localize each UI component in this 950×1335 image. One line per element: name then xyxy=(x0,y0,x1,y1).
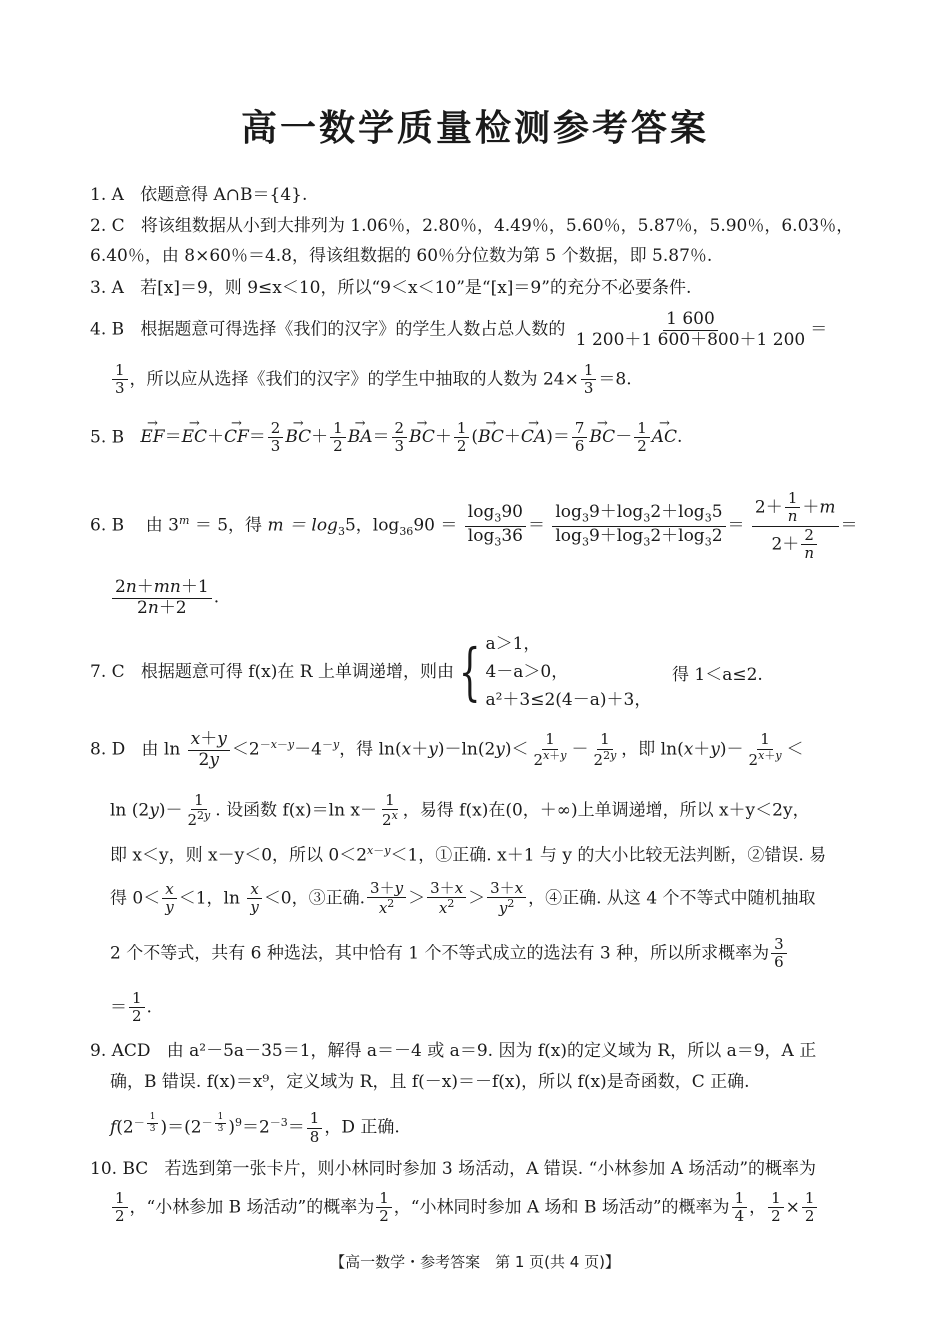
fraction: $\frac{\log_39+\log_32+\log_35}{\log_39+\log_32+\log_32}$ xyxy=(552,503,725,548)
answer-4-cont: $\frac{1}{3}$ ，所以应从选择《我们的汉字》的学生中抽取的人数为 24× $\frac{1}{3}$ ＝8. xyxy=(110,362,882,398)
fraction: $\frac{1 600}{1 200+1 600+800+1 200}$ xyxy=(575,309,806,350)
fraction: $\frac{1}{3}$ xyxy=(112,362,128,398)
vector-equation: → EF＝→ EC＋→ CF＝ $\frac{2}{3}$ → BC＋ $\frac{1}{2}$ → BA＝ $\frac{2}{3}$ → BC＋ $\frac{1}{2}$ (→ BC＋→ CA)＝ $\frac{7}{6}$ → BC－ $\frac{1}{2}$ → AC. xyxy=(140,427,682,447)
answer-number: 6. B xyxy=(90,515,125,536)
answer-9-line3: $f(2^{- \frac{1}{3}}$ )$=(2^{- \frac{1}{3}}$ )$^9=2^{-3}=$ $\frac{1}{8}$ ，D 正确. xyxy=(110,1109,400,1146)
inequality-system: a＞1， 4－a＞0， a²＋3≤2(4－a)＋3， xyxy=(485,634,652,710)
answer-9: 9. ACD 由 a²－5a－35＝1，解得 a＝－4 或 a＝9. 因为 f(x)的定义域为 R，所以 a＝9，A 正 xyxy=(90,1041,817,1061)
brace: { xyxy=(458,635,481,708)
answer-number: 4. B xyxy=(90,319,125,340)
fraction: $\frac{1}{3}$ xyxy=(581,362,597,398)
answer-7: 7. C 根据题意可得 f(x)在 R 上单调递增，则由{ a＞1， 4－a＞0， a²＋3≤2(4－a)＋3， 得 1＜a≤2. xyxy=(90,630,862,720)
answer-text: 若[x]＝9，则 9≤x＜10，所以“9＜x＜10”是“[x]＝9”的充分不必要条件. xyxy=(140,278,692,298)
answer-2-cont xyxy=(90,241,862,271)
answer-number: 5. B xyxy=(90,427,125,448)
answer-10: 10. BC 若选到第一张卡片，则小林同时参加 3 场活动，A 错误. “小林参加 A 场活动”的概率为 xyxy=(90,1159,817,1179)
answer-text: 将该组数据从小到大排列为 1.06％，2.80％，4.49％，5.60％，5.87％，5.90％，6.03％， xyxy=(140,216,854,236)
answer-number: 7. C xyxy=(90,662,125,682)
answer-8-line5: 2 个不等式，共有 6 种选法，其中恰有 1 个不等式成立的选法有 3 种，所以所求概率为 $\frac{3}{6}$ xyxy=(110,936,882,972)
fraction: 2＋ $\frac{1}{n}$ ＋m 2＋ $\frac{2}{n}$ xyxy=(752,490,839,562)
answer-number: 9. ACD xyxy=(90,1041,151,1061)
answer-6: 6. B 由 $3^m = 5$，得 $m = \log_35$，$\log_{36}90$ ＝ $\frac{\log_390}{\log_336}$ ＝ $\frac{\log_39+\log_32+\log_35}{\log_39+\log_32+\log_32}$ ＝ 2＋ $\frac{1}{n}$ ＋m 2＋ $\frac{2}{n}$ ＝ xyxy=(90,489,858,562)
answer-3 xyxy=(90,273,862,303)
answer-5 xyxy=(90,420,862,456)
answer-2 xyxy=(90,211,862,241)
fraction: $\frac{2n+mn+1}{2n+2}$ xyxy=(112,578,212,618)
answer-text: 6.40％，由 8×60％＝4.8，得该组数据的 60％分位数为第 5 个数据，即 5.87％. xyxy=(90,246,713,266)
answer-6-cont: $\frac{2n+mn+1}{2n+2}$ . xyxy=(110,578,882,618)
answer-8: 8. D 由 ln $\frac{x+y}{2y}$ $<2^{-x-y}-4^{-y}$，得 ln(x＋y)－ln(2y)＜ $\frac{1}{2^{x+y}}$ － $\frac{1}{2^{2y}}$ ，即 ln(x＋y)－ $\frac{1}{2^{x+y}}$ ＜ xyxy=(90,729,804,770)
answer-4: 4. B 根据题意可得选择《我们的汉字》的学生人数占总人数的 $\frac{1 600}{1 200+1 600+800+1 200}$ ＝ xyxy=(90,309,828,350)
answer-8-line4: 得 0＜ $\frac{x}{y}$ ＜1，ln $\frac{x}{y}$ ＜0，③正确. $\frac{3+y}{x^2}$ ＞ $\frac{3+x}{x^2}$ ＞ $\frac{3+x}{y^2}$ ，④正确. 从这 4 个不等式中随机抽取 xyxy=(110,879,816,918)
answer-number: 8. D xyxy=(90,739,126,760)
answer-8-line2: ln (2y)－ $\frac{1}{2^{2y}}$ . 设函数 f(x)＝ln x－ $\frac{1}{2^x}$ ，易得 f(x)在(0，＋∞)上单调递增，所以 x＋y＜2y， xyxy=(110,791,810,830)
answer-number: 3. A xyxy=(90,278,124,298)
answer-8-line6: ＝ $\frac{1}{2}$ . xyxy=(110,989,152,1026)
fraction: $\frac{\log_390}{\log_336}$ xyxy=(465,503,526,548)
page-title: 高一数学质量检测参考答案 xyxy=(240,108,709,149)
answer-1 xyxy=(90,180,862,210)
answer-text: 依题意得 A∩B＝{4}. xyxy=(140,185,308,205)
page-footer: 【高一数学・参考答案 第 1 页(共 4 页)】 xyxy=(330,1253,620,1271)
answer-10-line2: $\frac{1}{2}$ ，“小林参加 B 场活动”的概率为 $\frac{1}{2}$ ，“小林同时参加 A 场和 B 场活动”的概率为 $\frac{1}{4}$ ， $\frac{1}{2}$ × $\frac{1}{2}$ xyxy=(110,1190,882,1226)
answer-number: 1. A xyxy=(90,185,124,205)
answer-text: 根据题意可得选择《我们的汉字》的学生人数占总人数的 xyxy=(140,319,566,340)
answer-number: 2. C xyxy=(90,216,125,236)
answer-8-line3: 即 x＜y，则 x－y＜0，所以 $0<2^{x-y}<1$，①正确. x＋1 与 y 的大小比较无法判断，②错误. 易 xyxy=(110,844,827,866)
answer-9-line2: 确，B 错误. f(x)＝x⁹，定义域为 R，且 f(－x)＝－f(x)，所以 f(x)是奇函数，C 正确. xyxy=(110,1072,750,1092)
answer-number: 10. BC xyxy=(90,1159,149,1179)
